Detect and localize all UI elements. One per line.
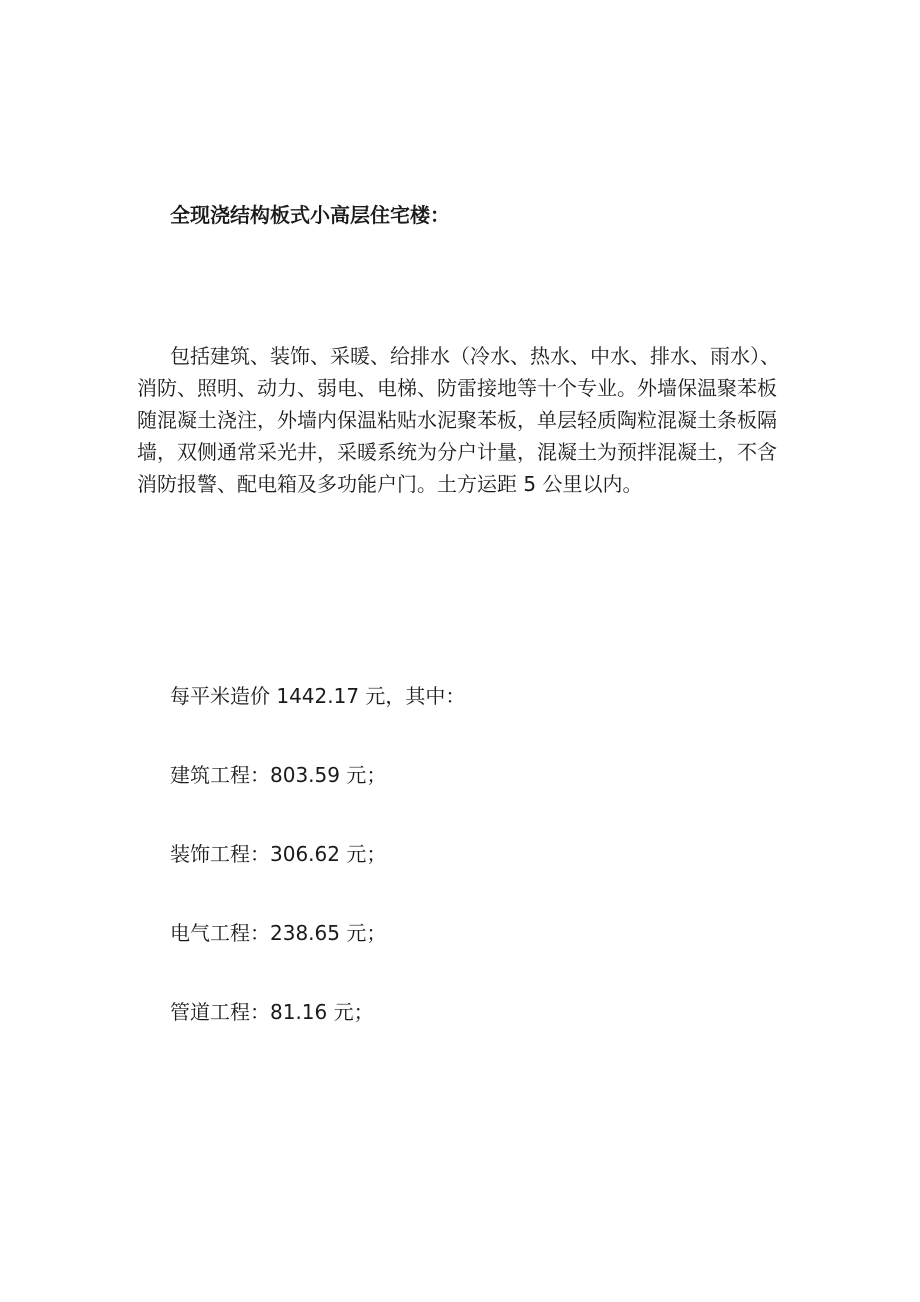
cost-item-building: 建筑工程：803.59 元；: [170, 763, 387, 787]
paragraph-line: 消防报警、配电箱及多功能户门。土方运距 5 公里以内。: [137, 472, 643, 496]
paragraph-line: 墙，双侧通常采光井，采暖系统为分户计量，混凝土为预拌混凝土，不含: [137, 440, 777, 464]
cost-item-piping: 管道工程：81.16 元；: [170, 1000, 374, 1024]
description-paragraph: [137, 340, 797, 500]
cost-item-electrical: 电气工程：238.65 元；: [170, 921, 387, 945]
paragraph-line: 包括建筑、装饰、采暖、给排水（冷水、热水、中水、排水、雨水）、: [170, 344, 780, 368]
cost-summary: 每平米造价 1442.17 元，其中：: [170, 684, 466, 708]
paragraph-line: 消防、照明、动力、弱电、电梯、防雷接地等十个专业。外墙保温聚苯板: [137, 376, 777, 400]
paragraph-line: 随混凝土浇注，外墙内保温粘贴水泥聚苯板，单层轻质陶粒混凝土条板隔: [137, 408, 777, 432]
section-heading: 全现浇结构板式小高层住宅楼：: [170, 203, 450, 227]
cost-list: [170, 681, 465, 1076]
cost-item-decoration: 装饰工程：306.62 元；: [170, 842, 387, 866]
